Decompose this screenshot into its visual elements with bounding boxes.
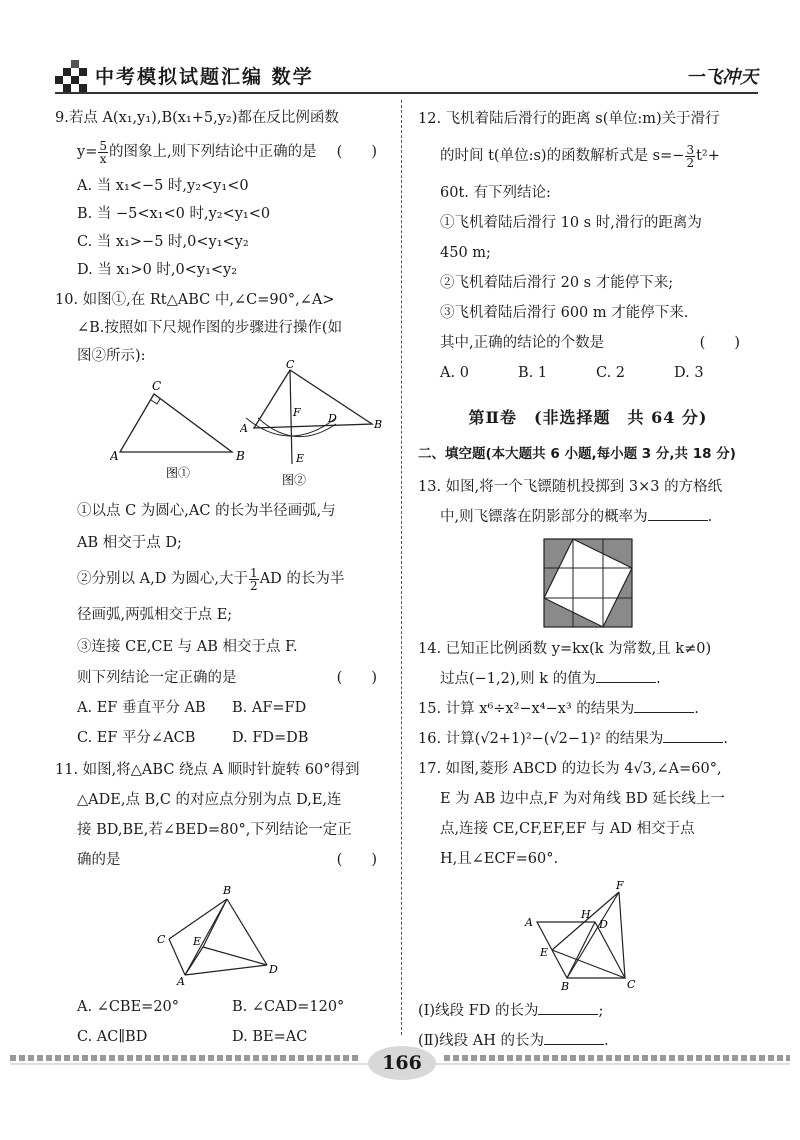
svg-text:F: F — [293, 406, 301, 419]
q16-answer-blank[interactable] — [663, 728, 723, 743]
q15-answer-blank[interactable] — [634, 698, 694, 713]
q12-conclusion1-line2: 450 m; — [440, 245, 491, 261]
q11-option-b[interactable]: B. ∠CAD=120° — [232, 999, 345, 1015]
page-number: 166 — [368, 1046, 436, 1080]
svg-text:D: D — [599, 918, 608, 931]
question-11 — [55, 755, 395, 1052]
q16-stem: 16. 计算(√2+1)²−(√2−1)² 的结果为 — [418, 731, 664, 747]
q13-stem-line2: 中,则飞镖落在阴影部分的概率为 . — [418, 502, 758, 532]
q17-stem-line3: 点,连接 CE,CF,EF,EF 与 AD 相交于点 — [440, 821, 695, 837]
q17-part2: (Ⅱ)线段 AH 的长为 . — [418, 1026, 758, 1056]
q17-stem-line2: E 为 AB 边中点,F 为对角线 BD 延长线上一 — [440, 791, 725, 807]
q10-ask: 则下列结论一定正确的是 — [77, 670, 237, 686]
q9-fraction — [98, 140, 108, 165]
q9-stem-tail: 的图象上,则下列结论中正确的是 — [108, 144, 317, 160]
q11-stem-line3: 接 BD,BE,若∠BED=80°,下列结论一定正 — [77, 822, 352, 838]
header-logo-icon — [55, 60, 91, 92]
q11-stem-line2: △ADE,点 B,C 的对应点分别为点 D,E,连 — [77, 792, 342, 808]
q9-option-d[interactable]: D. 当 x₁>0 时,0<y₁<y₂ — [77, 262, 238, 278]
q15-stem: 15. 计算 x⁶÷x²−x⁴−x³ 的结果为 — [418, 701, 635, 717]
column-divider — [401, 100, 402, 1035]
q10-ask-line — [55, 663, 395, 693]
q12-option-b[interactable]: B. 1 — [518, 365, 548, 381]
q11-option-d[interactable]: D. BE=AC — [232, 1029, 308, 1045]
q11-options-row1 — [55, 992, 395, 1022]
svg-text:C: C — [627, 978, 636, 990]
q13-stem-line1: 13. 如图,将一个飞镖随机投掷到 3×3 的方格纸 — [418, 479, 723, 495]
svg-text:A: A — [177, 975, 185, 986]
q12-stem2-pre: 的时间 t(单位:s)的函数解析式是 s=− — [440, 148, 685, 164]
q12-stem-line1: 12. 飞机着陆后滑行的距离 s(单位:m)关于滑行 — [418, 111, 720, 127]
q9-frac-den: x — [99, 151, 107, 166]
q10-figure-1 — [110, 378, 250, 478]
svg-text:D: D — [269, 963, 278, 976]
q10-figures — [55, 360, 395, 495]
q9-stem-line2 — [55, 132, 395, 172]
q12-fraction — [685, 144, 695, 169]
svg-text:A: A — [525, 916, 533, 929]
q9-frac-num: 5 — [99, 138, 107, 153]
q10-stem-line1: 10. 如图①,在 Rt△ABC 中,∠C=90°,∠A> — [55, 292, 335, 308]
q9-option-c[interactable]: C. 当 x₁>−5 时,0<y₁<y₂ — [77, 234, 249, 250]
q9-option-a[interactable]: A. 当 x₁<−5 时,y₂<y₁<0 — [77, 178, 249, 194]
q12-stem-line3: 60t. 有下列结论: — [440, 185, 551, 201]
q9-stem-line1: 9.若点 A(x₁,y₁),B(x₁+5,y₂)都在反比例函数 — [55, 110, 339, 126]
q10-options-row2 — [55, 723, 395, 753]
q17-part1-text: (Ⅰ)线段 FD 的长为 — [418, 1003, 539, 1019]
right-column — [418, 104, 758, 1056]
q13-stem-tail: 中,则飞镖落在阴影部分的概率为 — [440, 509, 648, 525]
question-14 — [418, 634, 758, 694]
q10-frac-den: 2 — [250, 578, 258, 593]
header-title: 中考模拟试题汇编 数学 — [95, 66, 314, 88]
q14-stem-line2: 过点(−1,2),则 k 的值为 . — [418, 664, 758, 694]
q14-stem-tail: 过点(−1,2),则 k 的值为 — [440, 671, 597, 687]
q14-answer-blank[interactable] — [596, 668, 656, 683]
q11-option-c[interactable]: C. AC∥BD — [77, 1029, 148, 1045]
q10-step2-post: AD 的长为半 — [259, 571, 345, 587]
q12-options — [418, 358, 758, 388]
q12-conclusion1-line1: ①飞机着陆后滑行 10 s 时,滑行的距离为 — [440, 215, 702, 231]
q10-step1-line1: ①以点 C 为圆心,AC 的长为半径画弧,与 — [77, 503, 336, 519]
fill-in-section-heading: 二、填空题(本大题共 6 小题,每小题 3 分,共 18 分) — [418, 446, 736, 462]
question-10 — [55, 286, 395, 753]
svg-text:D: D — [328, 412, 337, 425]
q17-part2-text: (Ⅱ)线段 AH 的长为 — [418, 1033, 545, 1049]
header-brand: 一飞冲天 — [686, 67, 758, 88]
q10-step2-fraction — [249, 567, 259, 592]
section-ii-title: 第Ⅱ卷 (非选择题 共 64 分) — [468, 408, 708, 427]
svg-text:C: C — [286, 360, 295, 371]
q12-option-c[interactable]: C. 2 — [596, 365, 626, 381]
svg-text:F: F — [616, 880, 624, 892]
q12-conclusion2: ②飞机着陆后滑行 20 s 才能停下来; — [440, 275, 674, 291]
q17-part1-blank[interactable] — [538, 1000, 598, 1015]
q10-step1-line2: AB 相交于点 D; — [77, 535, 182, 551]
q12-answer-paren[interactable]: ( ) — [699, 335, 740, 351]
q10-stem-line2: ∠B.按照如下尺规作图的步骤进行操作(如 — [77, 320, 343, 336]
svg-text:A: A — [240, 422, 248, 435]
left-column — [55, 104, 395, 1052]
q12-frac-den: 2 — [686, 155, 695, 170]
svg-text:E: E — [193, 935, 202, 948]
q11-figure — [155, 881, 295, 986]
q9-option-b[interactable]: B. 当 −5<x₁<0 时,y₂<y₁<0 — [77, 206, 271, 222]
q10-stem-line3: 图②所示): — [77, 348, 146, 364]
q11-answer-paren[interactable]: ( ) — [336, 852, 377, 868]
q10-option-a[interactable]: A. EF 垂直平分 AB — [77, 700, 206, 716]
q13-grid-figure — [543, 538, 633, 628]
question-12 — [418, 104, 758, 388]
q11-stem-tail: 确的是 — [77, 852, 121, 868]
q10-option-d[interactable]: D. FD=DB — [232, 730, 309, 746]
q10-step2-line1 — [55, 559, 395, 599]
q10-step2-line2: 径画弧,两弧相交于点 E; — [77, 607, 233, 623]
question-16: 16. 计算(√2+1)²−(√2−1)² 的结果为 . — [418, 724, 758, 754]
question-9 — [55, 104, 395, 284]
q12-frac-num: 3 — [686, 142, 695, 157]
q10-option-b[interactable]: B. AF=FD — [232, 700, 307, 716]
q9-y-eq: y= — [77, 144, 98, 160]
q11-stem-line4 — [55, 845, 395, 875]
svg-text:E: E — [540, 946, 549, 959]
q10-fig1-caption: 图① — [166, 466, 191, 478]
q17-rhombus-figure — [523, 880, 653, 990]
q14-stem-line1: 14. 已知正比例函数 y=kx(k 为常数,且 k≠0) — [418, 641, 712, 657]
q10-answer-paren[interactable]: ( ) — [336, 670, 377, 686]
q12-option-d[interactable]: D. 3 — [674, 365, 704, 381]
svg-text:E: E — [296, 452, 305, 465]
q12-stem-line2 — [418, 134, 758, 178]
q17-stem-line4: H,且∠ECF=60°. — [440, 851, 559, 867]
svg-text:B: B — [223, 884, 232, 897]
q9-answer-paren[interactable]: ( ) — [336, 144, 377, 160]
svg-text:B: B — [374, 418, 383, 431]
svg-text:B: B — [561, 980, 570, 990]
question-17 — [418, 754, 758, 1056]
svg-text:B: B — [236, 449, 245, 463]
svg-text:A: A — [110, 449, 119, 463]
question-15: 15. 计算 x⁶÷x²−x⁴−x³ 的结果为 . — [418, 694, 758, 724]
q12-stem2-post: t²+ — [696, 148, 720, 164]
q12-ask-line — [418, 328, 758, 358]
q12-ask: 其中,正确的结论的个数是 — [440, 335, 605, 351]
q10-step3: ③连接 CE,CE 与 AB 相交于点 F. — [77, 639, 298, 655]
q10-option-c[interactable]: C. EF 平分∠ACB — [77, 730, 196, 746]
q10-frac-num: 1 — [250, 565, 258, 580]
q10-figure-2 — [240, 360, 390, 490]
svg-text:H: H — [581, 908, 591, 921]
svg-text:C: C — [152, 379, 162, 393]
svg-text:C: C — [157, 933, 166, 946]
q17-part1: (Ⅰ)线段 FD 的长为 ; — [418, 996, 758, 1026]
q12-option-a[interactable]: A. 0 — [440, 365, 469, 381]
q11-stem-line1: 11. 如图,将△ABC 绕点 A 顺时针旋转 60°得到 — [55, 762, 360, 778]
q17-stem-line1: 17. 如图,菱形 ABCD 的边长为 4√3,∠A=60°, — [418, 761, 722, 777]
header-rule — [55, 92, 758, 94]
question-13 — [418, 472, 758, 628]
q12-conclusion3: ③飞机着陆后滑行 600 m 才能停下来. — [440, 305, 689, 321]
q10-step2-pre: ②分别以 A,D 为圆心,大于 — [77, 571, 249, 587]
q11-option-a[interactable]: A. ∠CBE=20° — [77, 999, 180, 1015]
q10-options-row1 — [55, 693, 395, 723]
q13-answer-blank[interactable] — [648, 506, 708, 521]
q10-fig2-caption: 图② — [282, 473, 307, 487]
